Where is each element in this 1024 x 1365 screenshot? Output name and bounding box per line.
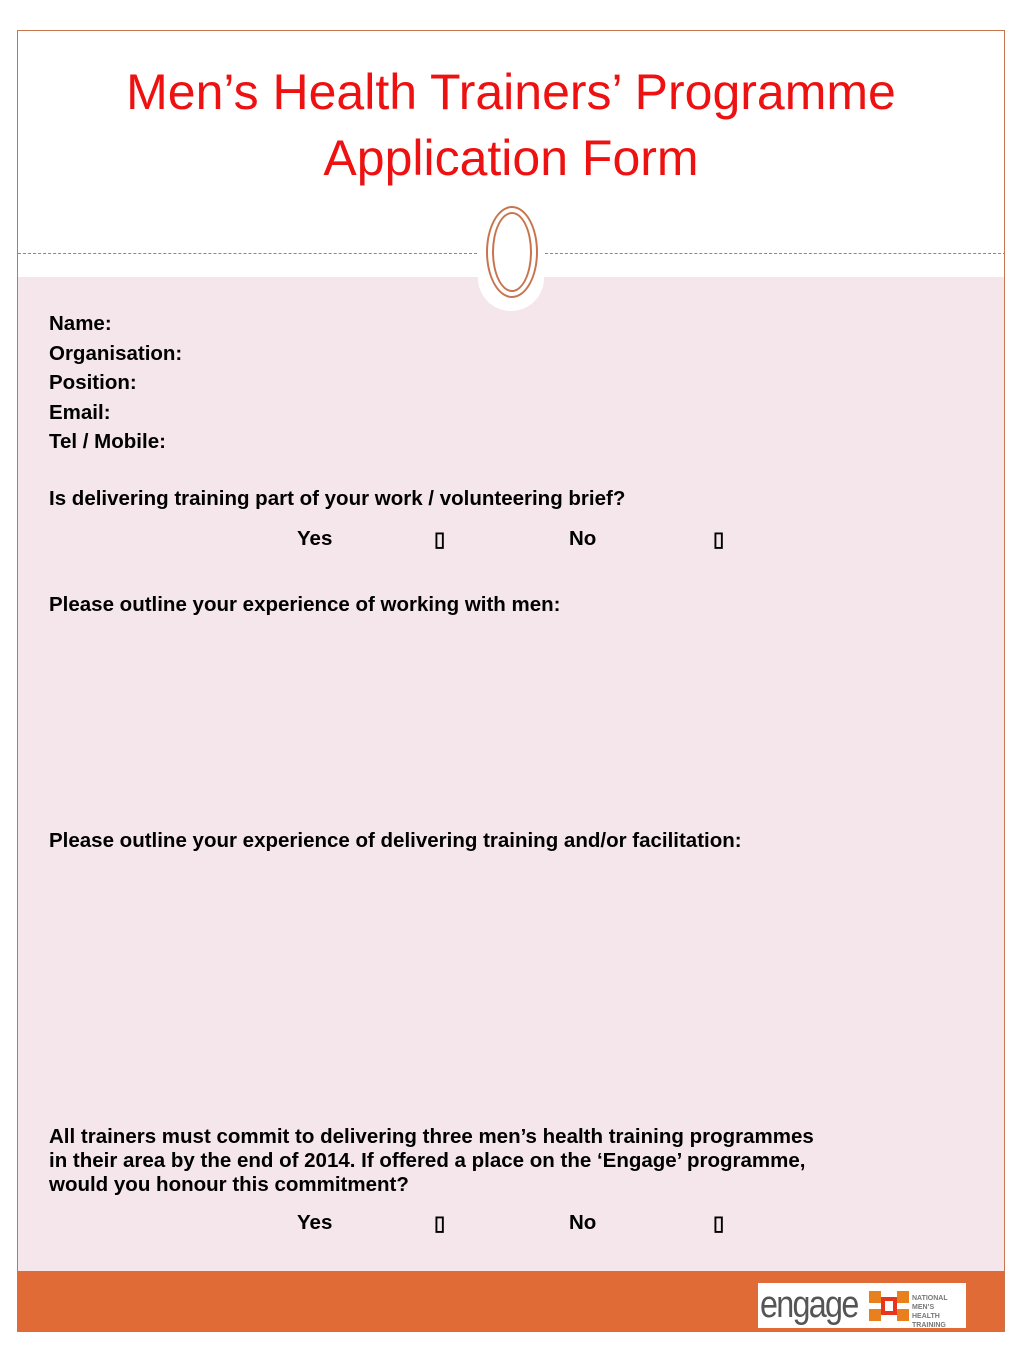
- yes-label-1: Yes: [297, 527, 333, 550]
- question-training-facilitation: Please outline your experience of delivering training and/or facilitation:: [49, 829, 742, 852]
- no-checkbox-2[interactable]: ▯: [713, 1212, 725, 1235]
- commitment-line-3: would you honour this commitment?: [49, 1173, 409, 1196]
- yes-checkbox-1[interactable]: ▯: [434, 528, 446, 551]
- question-commitment: [49, 1125, 814, 1197]
- logo-emblem-icon: [866, 1287, 912, 1325]
- field-tel-mobile: Tel / Mobile:: [49, 430, 166, 453]
- field-organisation: Organisation:: [49, 341, 183, 365]
- form-content: [49, 309, 979, 1235]
- yes-checkbox-2[interactable]: ▯: [434, 1212, 446, 1235]
- question-training-brief: Is delivering training part of your work / volunteering brief?: [49, 487, 626, 510]
- engage-logo: [758, 1283, 966, 1328]
- logo-subtitle: [912, 1294, 966, 1330]
- field-email: Email:: [49, 400, 111, 424]
- oval-ornament-inner: [492, 212, 532, 292]
- commitment-line-2: in their area by the end of 2014. If offered a place on the ‘Engage’ programme,: [49, 1149, 806, 1172]
- page-title: [18, 59, 1004, 191]
- field-position: Position:: [49, 371, 137, 394]
- logo-sub-line-2: HEALTH TRAINING: [912, 1313, 946, 1329]
- no-label-1: No: [569, 527, 597, 550]
- oval-ornament-icon: [486, 206, 538, 298]
- no-checkbox-1[interactable]: ▯: [713, 528, 725, 551]
- divider-left: [18, 253, 477, 254]
- field-name: Name:: [49, 312, 112, 335]
- question-working-with-men: Please outline your experience of working with men:: [49, 593, 561, 616]
- no-label-2: No: [569, 1211, 597, 1234]
- divider-right: [545, 253, 1005, 254]
- footer-bar: [18, 1271, 1004, 1332]
- title-line-1: Men’s Health Trainers’ Programme: [126, 64, 896, 120]
- yes-label-2: Yes: [297, 1211, 333, 1234]
- logo-sub-line-1: NATIONAL MEN’S: [912, 1295, 948, 1311]
- commitment-line-1: All trainers must commit to delivering three men’s health training programmes: [49, 1125, 814, 1148]
- slide-frame: [17, 30, 1005, 1332]
- logo-wordmark: engage: [760, 1284, 858, 1326]
- title-line-2: Application Form: [323, 130, 699, 186]
